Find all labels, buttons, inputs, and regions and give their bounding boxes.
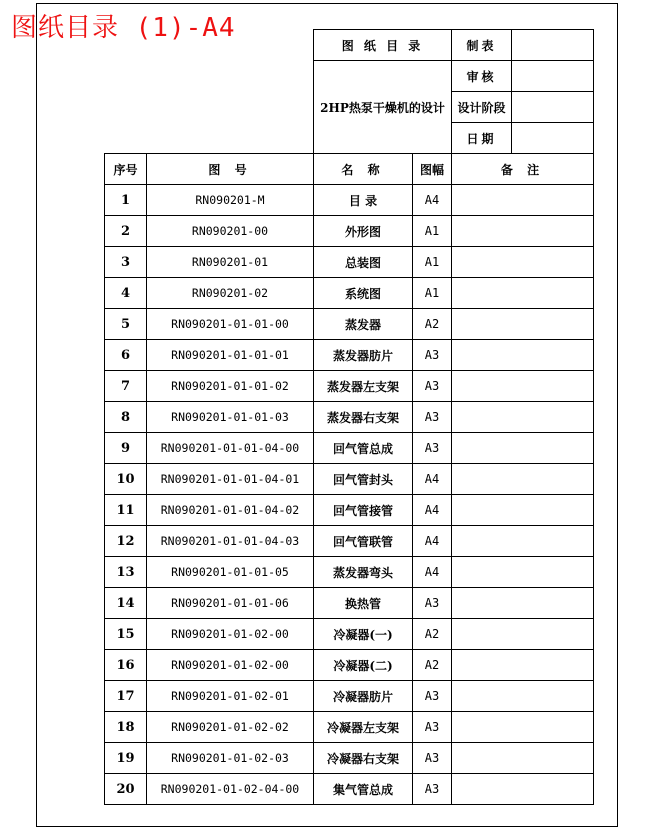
sheet-heading: 图纸目录 (1)-A4 (11, 13, 236, 43)
drawing-note (452, 278, 594, 309)
drawing-name: 目 录 (314, 185, 413, 216)
drawing-size: A2 (413, 309, 452, 340)
field-value-review[interactable] (512, 61, 594, 92)
field-label-stage: 设计阶段 (452, 92, 512, 123)
table-row (105, 495, 594, 526)
drawing-list-table (104, 29, 594, 805)
table-row (105, 216, 594, 247)
table-row (105, 309, 594, 340)
drawing-note (452, 464, 594, 495)
row-number: 17 (105, 681, 147, 712)
row-number: 5 (105, 309, 147, 340)
drawing-size: A3 (413, 681, 452, 712)
drawing-size: A4 (413, 185, 452, 216)
drawing-note (452, 526, 594, 557)
drawing-name: 回气管封头 (314, 464, 413, 495)
drawing-size: A4 (413, 526, 452, 557)
drawing-name: 回气管联管 (314, 526, 413, 557)
drawing-note (452, 247, 594, 278)
col-header-note: 备 注 (452, 154, 594, 185)
drawing-name: 集气管总成 (314, 774, 413, 805)
drawing-code: RN090201-01-02-00 (147, 619, 314, 650)
drawing-size: A3 (413, 712, 452, 743)
table-row (105, 371, 594, 402)
row-number: 15 (105, 619, 147, 650)
drawing-size: A4 (413, 557, 452, 588)
drawing-code: RN090201-01-02-04-00 (147, 774, 314, 805)
row-number: 6 (105, 340, 147, 371)
col-header-name: 名 称 (314, 154, 413, 185)
field-label-date: 日期 (452, 123, 512, 154)
drawing-code: RN090201-01-02-02 (147, 712, 314, 743)
row-number: 3 (105, 247, 147, 278)
drawing-name: 冷凝器左支架 (314, 712, 413, 743)
table-row (105, 526, 594, 557)
drawing-note (452, 402, 594, 433)
field-value-date[interactable] (512, 123, 594, 154)
drawing-name: 冷凝器(一) (314, 619, 413, 650)
drawing-code: RN090201-01-01-02 (147, 371, 314, 402)
drawing-note (452, 743, 594, 774)
row-number: 18 (105, 712, 147, 743)
drawing-name: 冷凝器右支架 (314, 743, 413, 774)
row-number: 10 (105, 464, 147, 495)
drawing-size: A3 (413, 340, 452, 371)
drawing-size: A3 (413, 743, 452, 774)
drawing-name: 外形图 (314, 216, 413, 247)
row-number: 11 (105, 495, 147, 526)
drawing-note (452, 495, 594, 526)
row-number: 19 (105, 743, 147, 774)
field-label-review: 审核 (452, 61, 512, 92)
table-row (105, 743, 594, 774)
table-row (105, 247, 594, 278)
table-row (105, 340, 594, 371)
drawing-note (452, 371, 594, 402)
drawing-note (452, 340, 594, 371)
drawing-note (452, 588, 594, 619)
drawing-size: A2 (413, 619, 452, 650)
drawing-code: RN090201-00 (147, 216, 314, 247)
drawing-name: 系统图 (314, 278, 413, 309)
row-number: 20 (105, 774, 147, 805)
drawing-code: RN090201-01-01-04-00 (147, 433, 314, 464)
drawing-note (452, 774, 594, 805)
drawing-name: 换热管 (314, 588, 413, 619)
col-header-code: 图 号 (147, 154, 314, 185)
drawing-code: RN090201-01-01-04-01 (147, 464, 314, 495)
drawing-code: RN090201-01-01-03 (147, 402, 314, 433)
drawing-size: A2 (413, 650, 452, 681)
drawing-code: RN090201-01 (147, 247, 314, 278)
row-number: 9 (105, 433, 147, 464)
table-row (105, 681, 594, 712)
drawing-code: RN090201-02 (147, 278, 314, 309)
drawing-code: RN090201-01-02-00 (147, 650, 314, 681)
blank-area (105, 30, 314, 154)
table-row (105, 619, 594, 650)
row-number: 14 (105, 588, 147, 619)
table-row (105, 402, 594, 433)
drawing-note (452, 185, 594, 216)
column-header-row (105, 154, 594, 185)
drawing-note (452, 681, 594, 712)
table-row (105, 278, 594, 309)
drawing-name: 冷凝器肪片 (314, 681, 413, 712)
drawing-code: RN090201-01-01-04-02 (147, 495, 314, 526)
drawing-code: RN090201-M (147, 185, 314, 216)
drawing-code: RN090201-01-02-03 (147, 743, 314, 774)
drawing-size: A3 (413, 588, 452, 619)
table-row (105, 185, 594, 216)
drawing-size: A3 (413, 402, 452, 433)
row-number: 2 (105, 216, 147, 247)
row-number: 7 (105, 371, 147, 402)
drawing-name: 蒸发器肪片 (314, 340, 413, 371)
row-number: 16 (105, 650, 147, 681)
drawing-note (452, 309, 594, 340)
drawing-size: A1 (413, 216, 452, 247)
drawing-name: 回气管总成 (314, 433, 413, 464)
drawing-size: A4 (413, 464, 452, 495)
drawing-size: A3 (413, 433, 452, 464)
drawing-size: A4 (413, 495, 452, 526)
drawing-name: 蒸发器 (314, 309, 413, 340)
table-row (105, 774, 594, 805)
drawing-code: RN090201-01-01-06 (147, 588, 314, 619)
project-name: 2HP热泵干燥机的设计 (314, 61, 452, 154)
drawing-size: A1 (413, 247, 452, 278)
table-row (105, 464, 594, 495)
drawing-note (452, 433, 594, 464)
drawing-name: 总装图 (314, 247, 413, 278)
row-number: 13 (105, 557, 147, 588)
drawing-code: RN090201-01-01-01 (147, 340, 314, 371)
drawing-name: 蒸发器弯头 (314, 557, 413, 588)
field-value-prepared[interactable] (512, 30, 594, 61)
drawing-code: RN090201-01-01-00 (147, 309, 314, 340)
drawing-name: 回气管接管 (314, 495, 413, 526)
drawing-size: A3 (413, 371, 452, 402)
drawing-note (452, 712, 594, 743)
drawing-size: A3 (413, 774, 452, 805)
table-row (105, 433, 594, 464)
drawing-code: RN090201-01-02-01 (147, 681, 314, 712)
drawing-note (452, 650, 594, 681)
field-label-prepared: 制表 (452, 30, 512, 61)
col-header-no: 序号 (105, 154, 147, 185)
field-value-stage[interactable] (512, 92, 594, 123)
list-title: 图 纸 目 录 (314, 30, 452, 61)
drawing-name: 蒸发器右支架 (314, 402, 413, 433)
table-row (105, 588, 594, 619)
table-row (105, 650, 594, 681)
drawing-size: A1 (413, 278, 452, 309)
drawing-name: 冷凝器(二) (314, 650, 413, 681)
title-block-row (105, 30, 594, 61)
row-number: 8 (105, 402, 147, 433)
drawing-code: RN090201-01-01-04-03 (147, 526, 314, 557)
drawing-note (452, 619, 594, 650)
row-number: 1 (105, 185, 147, 216)
table-row (105, 712, 594, 743)
row-number: 12 (105, 526, 147, 557)
drawing-note (452, 216, 594, 247)
col-header-size: 图幅 (413, 154, 452, 185)
table-row (105, 557, 594, 588)
drawing-note (452, 557, 594, 588)
drawing-code: RN090201-01-01-05 (147, 557, 314, 588)
drawing-name: 蒸发器左支架 (314, 371, 413, 402)
row-number: 4 (105, 278, 147, 309)
